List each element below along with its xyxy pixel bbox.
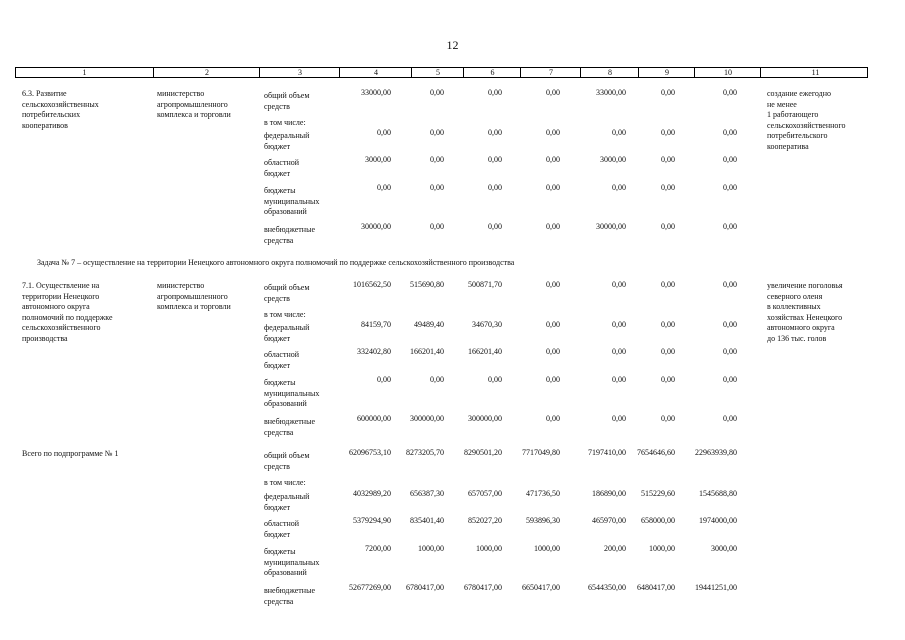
amount-cell: 0,00 [661,347,675,356]
amount-cell: 1974000,00 [699,516,737,525]
expected-result: 1 работающего [767,110,819,119]
amount-cell: 6780417,00 [464,583,502,592]
amount-cell: 0,00 [546,320,560,329]
funding-source-label: в том числе: [264,118,306,127]
funding-source-label: средства [264,596,294,606]
amount-cell: 30000,00 [596,222,626,231]
amount-cell: 7654646,60 [637,448,675,457]
executor: агропромышленного [157,291,228,301]
amount-cell: 34670,30 [472,320,502,329]
amount-cell: 593896,30 [526,516,560,525]
funding-source-label: бюджеты [264,186,296,195]
amount-cell: 8273205,70 [406,448,444,457]
amount-cell: 515229,60 [641,489,675,498]
amount-cell: 0,00 [488,88,502,97]
amount-cell: 1016562,50 [353,280,391,289]
amount-cell: 657057,00 [468,489,502,498]
column-number-8: 8 [580,68,639,77]
funding-source-label: бюджет [264,529,291,539]
amount-cell: 7200,00 [365,544,391,553]
funding-source-label: областной [264,519,300,528]
amount-cell: 30000,00 [361,222,391,231]
expected-result: потребительского [767,131,828,140]
funding-source-label: муниципальных [264,388,320,398]
amount-cell: 200,00 [604,544,626,553]
amount-cell: 0,00 [661,280,675,289]
amount-cell: 0,00 [723,128,737,137]
amount-cell: 0,00 [612,347,626,356]
amount-cell: 0,00 [723,183,737,192]
amount-cell: 0,00 [377,128,391,137]
column-number-9: 9 [638,68,695,77]
amount-cell: 0,00 [430,155,444,164]
column-number-2: 2 [153,68,260,77]
amount-cell: 0,00 [723,414,737,423]
expected-result: автономного округа [767,323,835,332]
amount-cell: 1000,00 [534,544,560,553]
amount-cell: 500871,70 [468,280,502,289]
amount-cell: 0,00 [546,128,560,137]
column-number-5: 5 [411,68,464,77]
amount-cell: 1000,00 [649,544,675,553]
amount-cell: 49489,40 [414,320,444,329]
funding-source-label: в том числе: [264,478,306,487]
amount-cell: 0,00 [723,88,737,97]
executor: министерство [157,281,205,290]
amount-cell: 0,00 [661,183,675,192]
amount-cell: 22963939,80 [695,448,737,457]
amount-cell: 0,00 [546,155,560,164]
amount-cell: 52677269,00 [349,583,391,592]
amount-cell: 0,00 [612,414,626,423]
executor: комплекса и торговли [157,110,231,119]
amount-cell: 6544350,00 [588,583,626,592]
expected-result: создание ежегодно [767,89,832,98]
measure-name: потребительских [22,110,81,119]
amount-cell: 0,00 [377,183,391,192]
amount-cell: 0,00 [723,155,737,164]
amount-cell: 0,00 [488,128,502,137]
amount-cell: 0,00 [612,280,626,289]
amount-cell: 300000,00 [468,414,502,423]
measure-name: 6.3. Развитие [22,89,67,98]
amount-cell: 0,00 [661,128,675,137]
expected-result: сельскохозяйственного [767,120,846,130]
amount-cell: 0,00 [612,375,626,384]
amount-cell: 0,00 [723,280,737,289]
amount-cell: 7717049,80 [522,448,560,457]
amount-cell: 0,00 [546,375,560,384]
measure-name: территории Ненецкого [22,291,100,301]
page-number: 12 [446,38,459,52]
funding-source-label: бюджеты [264,378,296,387]
amount-cell: 0,00 [661,375,675,384]
column-number-3: 3 [259,68,340,77]
amount-cell: 186890,00 [592,489,626,498]
amount-cell: 465970,00 [592,516,626,525]
measure-name: Всего по подпрограмме № 1 [22,449,119,458]
column-number-7: 7 [520,68,581,77]
expected-result: не менее [767,99,797,109]
amount-cell: 658000,00 [641,516,675,525]
expected-result: увеличение поголовья [767,281,843,290]
funding-source-label: образований [264,207,307,216]
amount-cell: 19441251,00 [695,583,737,592]
amount-cell: 1000,00 [476,544,502,553]
amount-cell: 835401,40 [410,516,444,525]
amount-cell: 84159,70 [361,320,391,329]
column-number-1: 1 [82,68,87,77]
amount-cell: 332402,80 [357,347,391,356]
funding-source-label: средства [264,235,294,245]
amount-cell: 0,00 [546,347,560,356]
funding-source-label: средств [264,293,290,303]
measure-name: 7.1. Осуществление на [22,281,100,290]
measure-name: сельскохозяйственных [22,99,99,109]
funding-source-label: областной [264,158,300,167]
amount-cell: 515690,80 [410,280,444,289]
amount-cell: 0,00 [661,320,675,329]
amount-cell: 6480417,00 [637,583,675,592]
amount-cell: 0,00 [430,375,444,384]
amount-cell: 0,00 [488,183,502,192]
amount-cell: 0,00 [661,155,675,164]
amount-cell: 0,00 [661,222,675,231]
amount-cell: 3000,00 [600,155,626,164]
amount-cell: 166201,40 [468,347,502,356]
amount-cell: 1000,00 [418,544,444,553]
funding-source-label: бюджет [264,360,291,370]
funding-source-label: областной [264,350,300,359]
amount-cell: 33000,00 [596,88,626,97]
amount-cell: 3000,00 [365,155,391,164]
amount-cell: 6650417,00 [522,583,560,592]
expected-result: хозяйствах Ненецкого [767,312,843,322]
executor: министерство [157,89,205,98]
amount-cell: 0,00 [661,88,675,97]
measure-name: производства [22,333,68,343]
funding-source-label: средства [264,427,294,437]
executor: комплекса и торговли [157,302,231,311]
amount-cell: 0,00 [723,375,737,384]
funding-source-label: средств [264,101,290,111]
amount-cell: 0,00 [430,183,444,192]
measure-name: кооперативов [22,120,68,130]
amount-cell: 0,00 [488,222,502,231]
amount-cell: 62096753,10 [349,448,391,457]
amount-cell: 300000,00 [410,414,444,423]
amount-cell: 0,00 [723,347,737,356]
column-number-header [15,67,868,78]
funding-source-label: образований [264,399,307,408]
funding-source-label: общий объем [264,283,310,292]
funding-source-label: внебюджетные [264,586,315,595]
column-number-4: 4 [339,68,412,77]
funding-source-label: средств [264,461,290,471]
expected-result: до 136 тыс. голов [767,333,827,343]
amount-cell: 600000,00 [357,414,391,423]
task-heading: Задача № 7 – осуществление на территории Ненецкого автономного округа полномочий по поддержке сельскохозяйственного производства [37,258,515,267]
amount-cell: 0,00 [430,222,444,231]
amount-cell: 8290501,20 [464,448,502,457]
amount-cell: 3000,00 [711,544,737,553]
measure-name: полномочий по поддержке [22,312,113,322]
funding-source-label: федеральный [264,131,310,140]
funding-source-label: бюджет [264,333,291,343]
funding-source-label: муниципальных [264,557,320,567]
amount-cell: 33000,00 [361,88,391,97]
funding-source-label: в том числе: [264,310,306,319]
column-number-6: 6 [463,68,521,77]
funding-source-label: образований [264,568,307,577]
amount-cell: 656387,30 [410,489,444,498]
column-number-10: 10 [694,68,761,77]
amount-cell: 0,00 [661,414,675,423]
amount-cell: 4032989,20 [353,489,391,498]
amount-cell: 0,00 [546,280,560,289]
amount-cell: 0,00 [546,222,560,231]
amount-cell: 5379294,90 [353,516,391,525]
funding-source-label: внебюджетные [264,225,315,234]
amount-cell: 471736,50 [526,489,560,498]
amount-cell: 0,00 [723,320,737,329]
funding-source-label: муниципальных [264,196,320,206]
column-number-11: 11 [760,68,870,77]
expected-result: в коллективных [767,302,821,311]
amount-cell: 7197410,00 [588,448,626,457]
amount-cell: 0,00 [488,155,502,164]
amount-cell: 852027,20 [468,516,502,525]
amount-cell: 0,00 [488,375,502,384]
measure-name: автономного округа [22,302,90,311]
amount-cell: 0,00 [430,88,444,97]
amount-cell: 0,00 [612,320,626,329]
expected-result: северного оленя [767,291,823,301]
amount-cell: 0,00 [723,222,737,231]
amount-cell: 166201,40 [410,347,444,356]
amount-cell: 0,00 [612,128,626,137]
funding-source-label: общий объем [264,91,310,100]
funding-source-label: общий объем [264,451,310,460]
amount-cell: 0,00 [546,183,560,192]
amount-cell: 0,00 [377,375,391,384]
funding-source-label: бюджет [264,141,291,151]
funding-source-label: бюджеты [264,547,296,556]
amount-cell: 0,00 [612,183,626,192]
executor: агропромышленного [157,99,228,109]
amount-cell: 0,00 [546,414,560,423]
amount-cell: 0,00 [430,128,444,137]
funding-source-label: бюджет [264,502,291,512]
funding-source-label: бюджет [264,168,291,178]
measure-name: сельскохозяйственного [22,323,101,332]
amount-cell: 6780417,00 [406,583,444,592]
funding-source-label: федеральный [264,323,310,332]
expected-result: кооператива [767,141,809,151]
amount-cell: 0,00 [546,88,560,97]
amount-cell: 1545688,80 [699,489,737,498]
funding-source-label: федеральный [264,492,310,501]
funding-source-label: внебюджетные [264,417,315,426]
